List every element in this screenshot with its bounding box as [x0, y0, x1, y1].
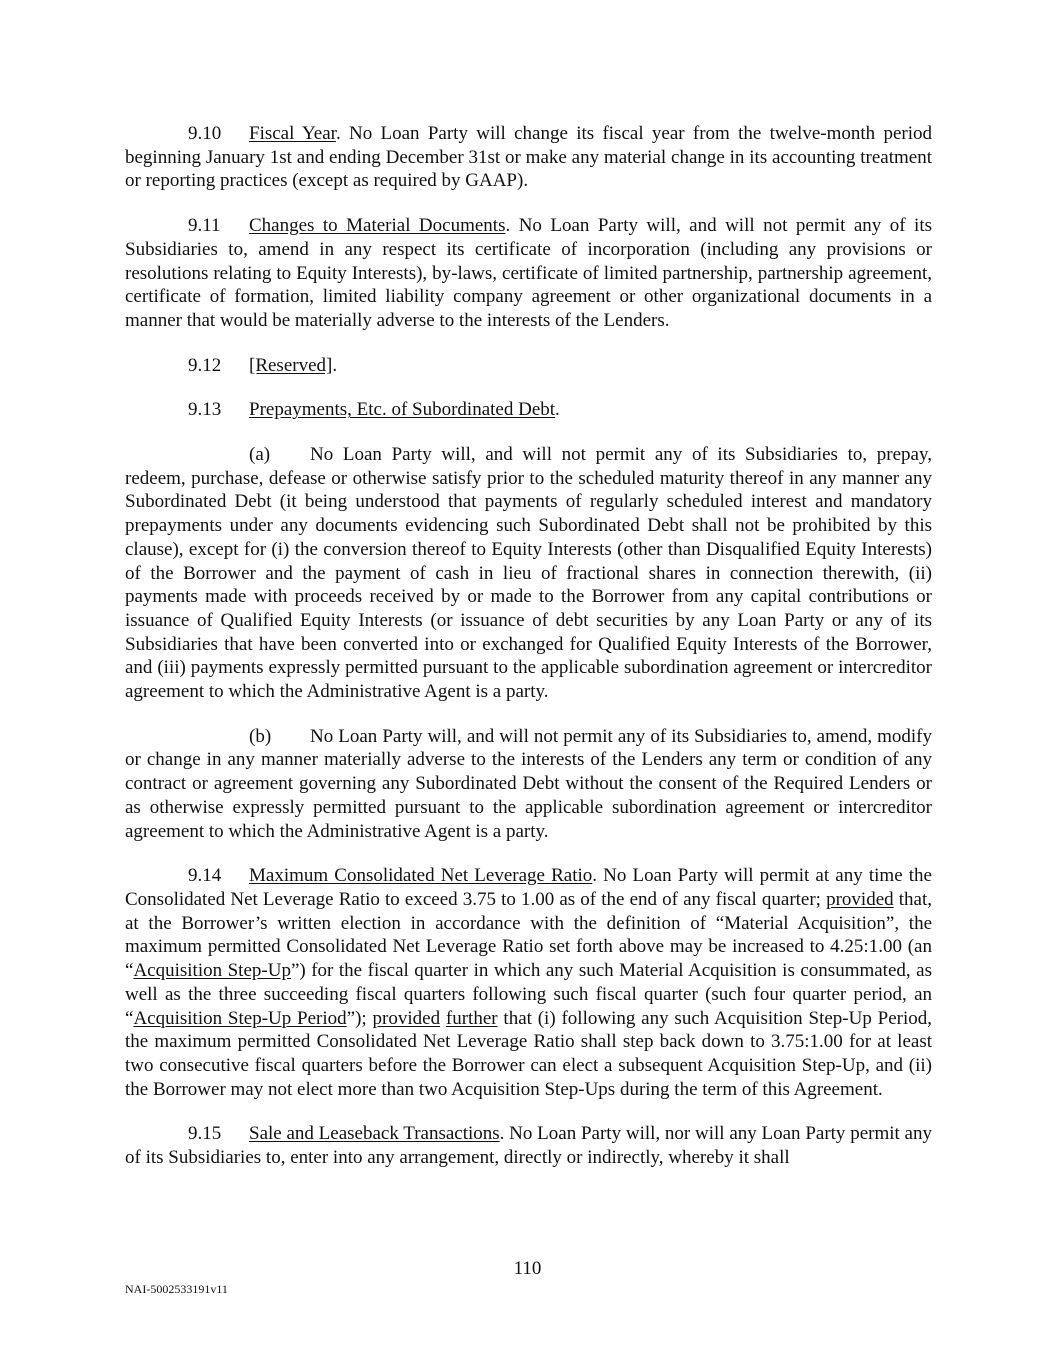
section-heading: Changes to Material Documents	[249, 215, 506, 237]
section-text: . No Loan Party will, nor will any Loan Party permit any of its Subsidiaries to, enter into any arrangement, directly or indirectly, whereby it shall	[125, 1123, 932, 1169]
document-id: NAI-5002533191v11	[125, 1282, 228, 1296]
section-9-11	[125, 214, 932, 333]
section-9-13	[125, 398, 932, 422]
section-9-14	[125, 864, 932, 1101]
defined-term: Acquisition Step-Up	[133, 960, 291, 982]
defined-term: further	[445, 1007, 498, 1029]
section-heading: Maximum Consolidated Net Leverage Ratio	[249, 865, 593, 887]
section-9-13-a	[125, 443, 932, 704]
section-9-15	[125, 1122, 932, 1169]
section-9-13-b	[125, 725, 932, 844]
defined-term: provided	[826, 888, 894, 910]
clause-label: (b)	[249, 725, 272, 747]
section-number: 9.10	[188, 123, 222, 144]
section-number: 9.13	[188, 399, 222, 421]
section-heading: Fiscal Year	[249, 123, 336, 144]
section-text: .	[555, 399, 560, 421]
document-body	[125, 122, 932, 1191]
section-number: 9.11	[188, 215, 221, 237]
section-text: . No Loan Party will change its fiscal year from the twelve-month period beginning January 1st and ending December 31st or make any material change in its accounting treatment or reporting practices (except as required by GAAP).	[125, 123, 932, 192]
section-heading: Sale and Leaseback Transactions	[249, 1123, 500, 1145]
section-text: . No Loan Party will, and will not permit any of its Subsidiaries to, amend in any respect its certificate of incorporation (including any provisions or resolutions relating to Equity Interests), by-laws, certificate of limited partnership, partnership agreement, certificate of formation, limited liability company agreement or other organizational documents in a manner that would be materially adverse to the interests of the Lenders.	[125, 215, 932, 331]
section-text: ”);	[346, 1007, 373, 1029]
section-text: .	[332, 354, 338, 376]
section-number: 9.14	[188, 865, 222, 887]
section-text: ”) for the fiscal quarter in which any such Material Acquisition is consummated, as well as the three succeeding fiscal quarters following such fiscal quarter (such four quarter period, an “	[125, 960, 932, 1029]
section-number: 9.15	[188, 1123, 222, 1145]
section-heading: Prepayments, Etc. of Subordinated Debt	[249, 399, 556, 421]
section-heading: [Reserved]	[249, 354, 333, 376]
section-number: 9.12	[188, 354, 222, 376]
clause-text: No Loan Party will, and will not permit any of its Subsidiaries to, prepay, redeem, purchase, defease or otherwise satisfy prior to the scheduled maturity thereof in any manner any Subordinated Debt (it being understood that payments of regularly scheduled interest and mandatory prepayments under any documents evidencing such Subordinated Debt shall not be prohibited by this clause), except for (i) the conversion thereof to Equity Interests (other than Disqualified Equity Interests) of the Borrower and the payment of cash in lieu of fractional shares in connection therewith, (ii) payments made with proceeds received by or made to the Borrower from any capital contributions or issuance of Qualified Equity Interests (or issuance of debt securities by any Loan Party or any of its Subsidiaries that have been converted into or exchanged for Qualified Equity Interests of the Borrower, and (iii) payments expressly permitted pursuant to the applicable subordination agreement or intercreditor agreement to which the Administrative Agent is a party.	[125, 444, 932, 703]
defined-term: Acquisition Step-Up Period	[133, 1007, 347, 1029]
section-text: that, at the Borrower’s written election in accordance with the definition of “Material Acquisition”, the maximum permitted Consolidated Net Leverage Ratio set forth above may be increased to 4.25:1.00 (an “	[125, 888, 932, 982]
section-text: . No Loan Party will permit at any time the Consolidated Net Leverage Ratio to exceed 3.75 to 1.00 as of the end of any fiscal quarter;	[125, 865, 932, 910]
section-text: that (i) following any such Acquisition Step-Up Period, the maximum permitted Consolidated Net Leverage Ratio shall step back down to 3.75:1.00 for at least two consecutive fiscal quarters before the Borrower can elect a subsequent Acquisition Step-Up, and (ii) the Borrower may not elect more than two Acquisition Step-Ups during the term of this Agreement.	[125, 1007, 932, 1100]
page-number: 110	[513, 1258, 542, 1279]
section-9-12	[125, 354, 932, 378]
section-9-10	[125, 122, 932, 193]
defined-term: provided	[372, 1007, 441, 1029]
clause-text: No Loan Party will, and will not permit any of its Subsidiaries to, amend, modify or change in any manner materially adverse to the interests of the Lenders any term or condition of any contract or agreement governing any Subordinated Debt without the consent of the Required Lenders or as otherwise expressly permitted pursuant to the applicable subordination agreement or intercreditor agreement to which the Administrative Agent is a party.	[125, 725, 932, 842]
clause-label: (a)	[249, 444, 271, 466]
